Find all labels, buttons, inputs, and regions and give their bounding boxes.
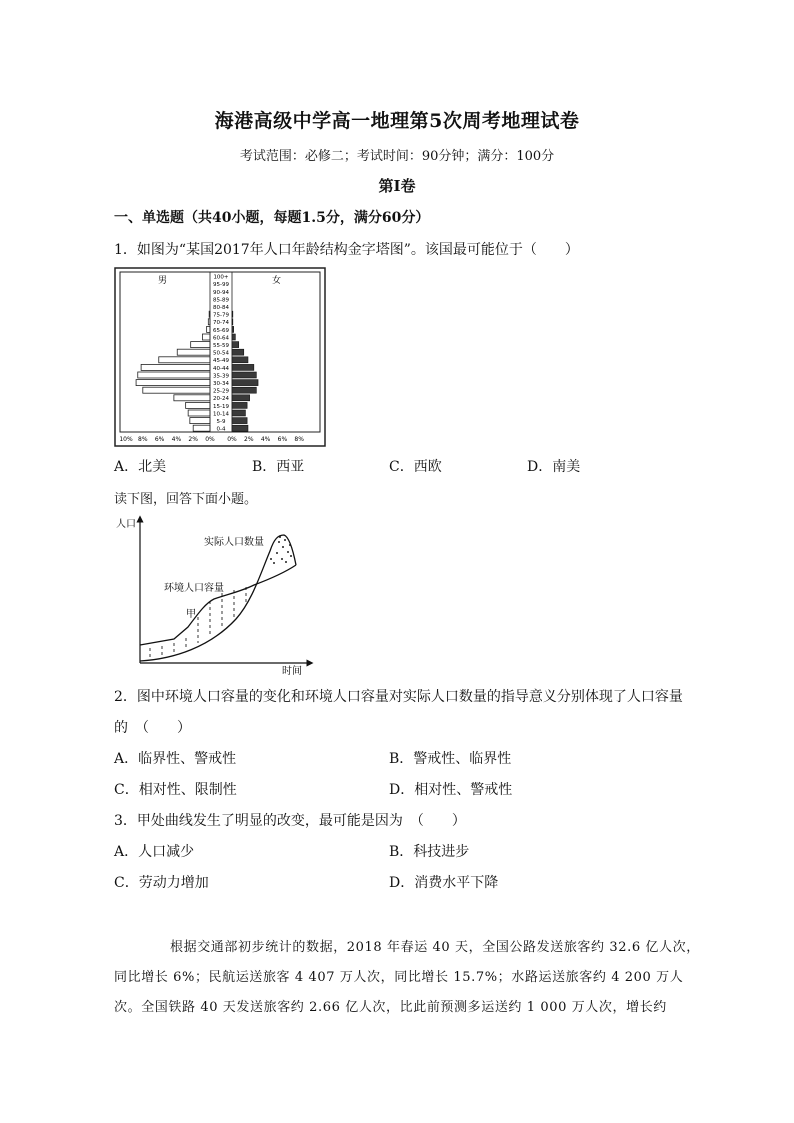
male-bar-35-39 xyxy=(138,372,210,378)
age-label-10-14: 10-14 xyxy=(213,411,229,418)
female-bar-5-9 xyxy=(232,418,247,424)
male-bar-20-24 xyxy=(174,395,210,401)
age-label-100+: 100+ xyxy=(213,274,229,281)
page-title: 海港高级中学高一地理第5次周考地理试卷 xyxy=(214,110,580,132)
tick-right-0%: 0% xyxy=(227,436,237,443)
q3-option-b[interactable]: B．科技进步 xyxy=(389,844,470,860)
male-bar-10-14 xyxy=(188,410,210,416)
q2-option-d[interactable]: D．相对性、警戒性 xyxy=(389,782,513,798)
tick-left-4%: 4% xyxy=(171,436,182,443)
age-label-70-74: 70-74 xyxy=(213,320,229,327)
male-bar-25-29 xyxy=(143,387,210,393)
q1-option-a[interactable]: A．北美 xyxy=(114,459,167,475)
question-1-stem: 1．如图为“某国2017年人口年龄结构金字塔图”。该国最可能位于（ ） xyxy=(114,242,579,258)
q1-option-b[interactable]: B．西亚 xyxy=(252,459,305,475)
female-bar-50-54 xyxy=(232,349,244,355)
capacity-label: 环境人口容量 xyxy=(164,583,224,594)
female-bar-0-4 xyxy=(232,425,248,431)
age-label-40-44: 40-44 xyxy=(213,365,229,372)
tick-left-6%: 6% xyxy=(154,436,165,443)
female-bar-20-24 xyxy=(232,395,250,401)
passage-line-2: 同比增长 6%；民航运送旅客 4 407 万人次，同比增长 15.7%；水路运送旅客约 4 200 万人 xyxy=(114,970,684,985)
x-axis-label: 时间 xyxy=(282,666,302,677)
group-instructions: 读下图，回答下面小题。 xyxy=(114,492,258,507)
population-pyramid-chart xyxy=(114,267,326,447)
passage-line-3: 次。全国铁路 40 天发送旅客约 2.66 亿人次，比此前预测多运送约 1 000 万人次，增长约 xyxy=(114,1000,667,1015)
age-label-55-59: 55-59 xyxy=(213,343,229,349)
female-bar-15-19 xyxy=(232,402,247,408)
q2-option-c[interactable]: C．相对性、限制性 xyxy=(114,782,237,798)
exam-info: 考试范围：必修二；考试时间：90分钟；满分：100分 xyxy=(239,149,555,164)
tick-left-10%: 10% xyxy=(119,436,133,443)
age-label-35-39: 35-39 xyxy=(213,373,229,380)
tick-left-0%: 0% xyxy=(205,436,215,443)
male-bar-15-19 xyxy=(186,402,210,408)
female-bar-40-44 xyxy=(232,364,254,370)
age-label-80-84: 80-84 xyxy=(213,305,229,311)
male-bar-55-59 xyxy=(191,342,210,348)
age-label-0-4: 0-4 xyxy=(216,426,226,433)
actual-population-label: 实际人口数量 xyxy=(204,537,264,548)
age-label-20-24: 20-24 xyxy=(213,396,229,403)
age-label-45-49: 45-49 xyxy=(213,358,229,365)
q3-option-c[interactable]: C．劳动力增加 xyxy=(114,875,209,891)
question-2-stem-line1: 2．图中环境人口容量的变化和环境人口容量对实际人口数量的指导意义分别体现了人口容量 xyxy=(114,689,683,705)
q1-option-d[interactable]: D．南美 xyxy=(527,459,581,475)
male-bar-60-64 xyxy=(202,334,210,340)
question-2-stem-line2: 的 （ ） xyxy=(114,720,191,736)
jia-label: 甲 xyxy=(186,609,196,620)
tick-right-2%: 2% xyxy=(244,436,254,443)
age-label-15-19: 15-19 xyxy=(213,403,229,410)
pyramid-male-label: 男 xyxy=(158,276,168,286)
tick-right-6%: 6% xyxy=(277,436,288,443)
female-bar-25-29 xyxy=(232,387,256,393)
q3-option-a[interactable]: A．人口减少 xyxy=(114,844,195,860)
question-3-stem: 3．甲处曲线发生了明显的改变，最可能是因为 （ ） xyxy=(114,813,466,829)
female-bar-60-64 xyxy=(232,334,235,340)
y-axis-label: 人口 xyxy=(116,519,136,530)
passage-line-1: 根据交通部初步统计的数据，2018 年春运 40 天，全国公路发送旅客约 32.6 亿人次， xyxy=(170,940,700,955)
section-heading: 一、单选题（共40小题，每题1.5分，满分60分） xyxy=(114,210,430,226)
tick-left-8%: 8% xyxy=(138,436,148,443)
age-label-75-79: 75-79 xyxy=(213,312,229,319)
tick-right-8%: 8% xyxy=(294,436,304,443)
female-bar-35-39 xyxy=(232,372,256,378)
male-bar-40-44 xyxy=(141,364,210,370)
age-label-90-94: 90-94 xyxy=(213,289,229,296)
tick-right-4%: 4% xyxy=(260,436,271,443)
age-label-95-99: 95-99 xyxy=(213,282,229,289)
q3-option-d[interactable]: D．消费水平下降 xyxy=(389,875,499,891)
male-bar-45-49 xyxy=(159,357,210,363)
age-label-85-89: 85-89 xyxy=(213,297,229,304)
age-label-60-64: 60-64 xyxy=(213,335,229,342)
tick-left-2%: 2% xyxy=(188,436,198,443)
male-bar-5-9 xyxy=(190,418,210,424)
female-bar-55-59 xyxy=(232,342,239,348)
pyramid-female-label: 女 xyxy=(272,276,282,286)
age-label-5-9: 5-9 xyxy=(216,419,226,425)
population-capacity-chart xyxy=(114,515,314,677)
female-bar-45-49 xyxy=(232,357,248,363)
q2-option-a[interactable]: A．临界性、警戒性 xyxy=(114,751,237,767)
age-label-30-34: 30-34 xyxy=(213,381,229,387)
volume-heading: 第I卷 xyxy=(378,177,416,195)
age-label-65-69: 65-69 xyxy=(213,327,229,334)
male-bar-0-4 xyxy=(193,425,210,431)
female-bar-30-34 xyxy=(232,380,258,386)
age-label-50-54: 50-54 xyxy=(213,350,229,357)
male-bar-50-54 xyxy=(177,349,210,355)
q1-option-c[interactable]: C．西欧 xyxy=(389,459,442,475)
male-bar-30-34 xyxy=(136,380,210,386)
capacity-curve xyxy=(140,565,296,645)
q2-option-b[interactable]: B．警戒性、临界性 xyxy=(389,751,512,767)
female-bar-10-14 xyxy=(232,410,245,416)
male-bar-65-69 xyxy=(207,326,210,332)
age-label-25-29: 25-29 xyxy=(213,388,229,395)
